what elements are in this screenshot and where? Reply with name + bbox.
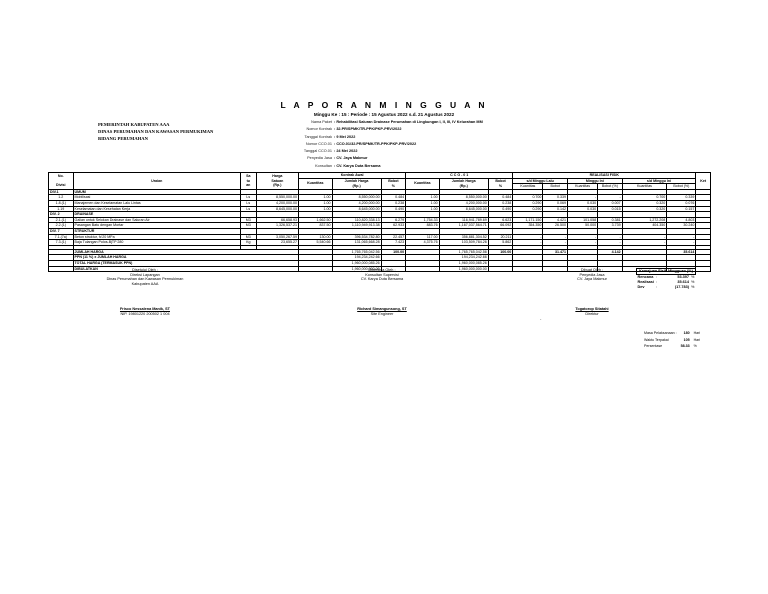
row-sd-ini-kuantitas: 404.350 — [622, 223, 667, 229]
table-header — [49, 173, 711, 190]
header-satuan: Sa tu an — [240, 173, 256, 190]
row-sd-ini-kuantitas: 0.700 — [622, 195, 667, 201]
row-cco-kuantitas: 1.00 — [406, 206, 439, 212]
row-uraian: UMUM — [73, 189, 240, 195]
info-value: : 24 Mei 2022 — [334, 149, 358, 154]
row-cco-jumlah-harga: 103,509,784.26 — [439, 240, 488, 246]
info-label: Nomor Kontrak — [306, 127, 332, 132]
row-lalu-bobot: - — [543, 240, 568, 246]
row-cco-kuantitas: 1.00 — [406, 200, 439, 206]
row-cco-jumlah-harga: 116,941,789.69 — [439, 217, 488, 223]
row-lalu-kuantitas: 0.290 — [513, 200, 543, 206]
row-cco-jumlah-harga: 1,167,037,564.71 — [439, 223, 488, 229]
progress-table — [48, 172, 711, 272]
empty-cell — [49, 266, 74, 272]
row-lalu-kuantitas: - — [513, 240, 543, 246]
duration-row — [642, 330, 702, 337]
row-kuantitas: 5,540.66 — [299, 240, 332, 246]
header-cco-kuantitas: Kuantitas — [406, 178, 439, 189]
row-cco-kuantitas: 117.00 — [406, 234, 439, 240]
row-cco-jumlah-harga: 8,645,000.00 — [439, 206, 488, 212]
row-sd-ini-kuantitas: 0.320 — [622, 200, 667, 206]
row-cco-bobot: 0.490 — [488, 206, 513, 212]
report-title: L A P O R A N M I N G G U A N — [280, 100, 488, 110]
row-ini-kuantitas: - — [567, 240, 597, 246]
summary-value: 35.614 — [677, 280, 690, 284]
info-label: Nomor CCO.01 — [305, 141, 332, 146]
row-sd-ini-kuantitas: - — [622, 240, 667, 246]
row-ini-bobot: 0.015 — [598, 206, 623, 212]
duration-unit: % — [693, 344, 697, 348]
header-sd-minggu-lalu: s/d Minggu Lalu — [513, 178, 568, 184]
row-cco-jumlah-harga: 4,200,000.00 — [439, 200, 488, 206]
signature-block-direksi — [80, 268, 210, 317]
row-ini-kuantitas: 0.030 — [567, 200, 597, 206]
summary-unit: % — [691, 285, 695, 289]
sig-line: Direksi Lapangan — [130, 272, 160, 277]
row-harga-satuan: 23,655.27 — [256, 240, 298, 246]
report-period: Minggu Ke : 15 : Periode : 15 Agustus 2022 s.d. 21 Agustus 2022 — [313, 112, 455, 117]
summary-sep: : — [655, 285, 658, 289]
row-sd-ini-kuantitas: 1,272.208 — [622, 217, 667, 223]
row-bobot: 62.933 — [381, 223, 406, 229]
row-lalu-kuantitas: 0.700 — [513, 195, 543, 201]
header-sub-bobot: Bobot (%) — [598, 184, 623, 190]
org-line: PEMERINTAH KABUPATEN AAA — [98, 122, 170, 127]
info-value: : CCO.01/32.PR/SPMK/TR-PPK/PKP-PRV/2022 — [334, 141, 417, 146]
duration-label: Masa Pelaksanaan : — [644, 331, 677, 335]
header-cco: C C O - 0 1 — [406, 173, 513, 179]
row-uraian: Manajemen dan Keselamatan Lalu Lintas — [73, 200, 240, 206]
row-cco-bobot: 0.484 — [488, 195, 513, 201]
duration-value: 180 — [683, 331, 690, 335]
header-cco-jumlah-harga: Jumlah Harga (Rp.) — [439, 178, 488, 189]
info-row — [262, 134, 483, 141]
sig-line: CV. Jaya Makmur — [577, 277, 607, 282]
row-no: 7.1.(7a) — [49, 234, 74, 240]
row-ini-bobot: 3.739 — [598, 223, 623, 229]
row-bobot: 7.423 — [381, 240, 406, 246]
summary-label: Rencana — [637, 275, 654, 279]
sig-line: Disetujui Oleh : — [132, 268, 158, 272]
row-satuan: Ls — [240, 200, 256, 206]
duration-label: Persentase — [644, 344, 663, 348]
empty-cell — [513, 266, 543, 272]
total-bobot: 100.00 — [381, 249, 406, 255]
header-uraian: Uraian — [73, 173, 240, 190]
row-uraian: Baja Tulangan Polos-BjTP 280 — [73, 240, 240, 246]
row-sd-ini-bobot: - — [667, 240, 696, 246]
row-lalu-kuantitas: - — [513, 234, 543, 240]
row-lalu-bobot: 4.421 — [543, 217, 568, 223]
row-harga-satuan: 8,645,000.00 — [256, 206, 298, 212]
row-no: 1.2 — [49, 195, 74, 201]
row-sd-ini-bobot: 0.157 — [667, 206, 696, 212]
duration-label: Waktu Terpakai — [644, 337, 669, 342]
progress-summary — [636, 268, 696, 290]
row-no: 1.19 — [49, 206, 74, 212]
row-no: 2.2.(1) — [49, 223, 74, 229]
sig-line: Penyedia Jasa — [579, 272, 605, 277]
empty-cell — [696, 266, 711, 272]
row-jumlah-harga: 1,110,949,913.38 — [332, 223, 381, 229]
summary-value: 53.397 — [677, 275, 690, 279]
row-bobot: 0.484 — [381, 195, 406, 201]
sig-line: CV. Karya Duta Bersama — [360, 277, 404, 282]
summary-unit: % — [691, 275, 695, 279]
total-label: DIBULATKAN — [73, 266, 298, 272]
summary-label: Dev — [637, 285, 645, 289]
row-cco-bobot: 5.862 — [488, 240, 513, 246]
total-cco-jumlah-harga: 1,765,765,042.56 — [439, 249, 488, 255]
sig-line: Kabupaten AAA — [131, 281, 159, 286]
sig-line: Dinas Perumahan dan Kawasan Permukiman — [106, 277, 184, 282]
row-satuan: M3 — [240, 217, 256, 223]
total-cco-jumlah-harga: 1,960,000,085.26 — [439, 260, 488, 266]
row-cco-jumlah-harga: 356,881,304.52 — [439, 234, 488, 240]
row-satuan: M3 — [240, 234, 256, 240]
duration-value: 105 — [683, 337, 690, 342]
row-no: 7.3.(1) — [49, 240, 74, 246]
row-cco-bobot: 0.238 — [488, 200, 513, 206]
row-ini-bobot: 0.007 — [598, 200, 623, 206]
row-jumlah-harga: 8,550,000.00 — [332, 195, 381, 201]
summary-title: Kemajuan Fisik Mingguan (%) — [637, 269, 696, 275]
row-harga-satuan: 8,550,000.00 — [256, 195, 298, 201]
row-lalu-bobot: - — [543, 234, 568, 240]
info-row — [262, 141, 483, 148]
row-sd-ini-bobot: 0.339 — [667, 195, 696, 201]
info-label: Nama Paket — [311, 120, 332, 124]
dash-mark: - — [540, 316, 542, 321]
row-ini-bobot: - — [598, 234, 623, 240]
total-jumlah-harga: 194,234,242.66 — [332, 255, 381, 261]
total-sd-ini-bobot: 35.614 — [667, 249, 696, 255]
info-value: : CV. Karya Duta Bersama — [334, 163, 381, 168]
row-no: 1.8.(1) — [49, 200, 74, 206]
sig-line: Diperiksa Oleh : — [368, 268, 396, 272]
header-jumlah-harga: Jumlah Harga (Rp.) — [332, 178, 381, 189]
row-uraian: Beton struktur, fc'20 MPa — [73, 234, 240, 240]
total-cco-bobot — [488, 266, 513, 272]
header-sub-bobot: Bobot (%) — [667, 184, 696, 190]
header-kuantitas: Kuantitas — [299, 178, 332, 189]
row-uraian: DRAINASE — [73, 212, 240, 218]
table-body — [49, 189, 711, 271]
row-no: DIV. 7 — [49, 228, 74, 234]
row-kuantitas: 1.00 — [299, 195, 332, 201]
row-jumlah-harga: 110,820,338.13 — [332, 217, 381, 223]
info-label: Penyedia Jasa — [307, 156, 332, 161]
row-no: 2.1.(1) — [49, 217, 74, 223]
row-cco-kuantitas: 883.76 — [406, 223, 439, 229]
total-label: TOTAL HARGA (TERMASUK PPN) — [73, 260, 298, 266]
row-uraian: Keselamatan dan Kesehatan Kerja — [73, 206, 240, 212]
info-label: Tanggal CCO.01 — [303, 149, 332, 154]
row-kuantitas: 1.00 — [299, 200, 332, 206]
header-harga-satuan: Harga Satuan (Rp.) — [256, 173, 298, 190]
project-info — [262, 119, 483, 170]
row-bobot: 0.238 — [381, 200, 406, 206]
duration-unit: Hari — [693, 331, 701, 335]
info-row — [262, 126, 483, 133]
row-lalu-kuantitas: 0.290 — [513, 206, 543, 212]
row-cco-bobot: 66.092 — [488, 223, 513, 229]
row-sd-ini-bobot: 30.240 — [667, 223, 696, 229]
row-cco-kuantitas: 1,754.33 — [406, 217, 439, 223]
summary-label: Realisasi — [637, 280, 654, 284]
table-row — [49, 217, 711, 223]
header-bobot: Bobot % — [381, 178, 406, 189]
signature-block-konsultan — [322, 268, 442, 317]
row-lalu-bobot: 0.339 — [543, 195, 568, 201]
row-bobot: 0.490 — [381, 206, 406, 212]
row-ini-kuantitas: 0.030 — [567, 206, 597, 212]
duration-value: 58.33 — [680, 344, 690, 348]
row-harga-satuan: 66,658.93 — [256, 217, 298, 223]
row-ini-kuantitas: - — [567, 234, 597, 240]
header-sd-minggu-ini: s/d Minggu Ini — [622, 178, 696, 184]
row-ini-kuantitas: 50.000 — [567, 223, 597, 229]
total-label: JUMLAH HARGA — [73, 249, 298, 255]
row-cco-kuantitas: 1.00 — [406, 195, 439, 201]
summary-row — [637, 285, 696, 290]
row-sd-ini-bobot: 0.076 — [667, 200, 696, 206]
total-label: PPN (11 %) x JUMLAH HARGA — [73, 255, 298, 261]
row-cco-jumlah-harga: 8,550,000.00 — [439, 195, 488, 201]
header-realisasi: REALISASI FISIK — [513, 173, 696, 179]
row-kuantitas: 130.00 — [299, 234, 332, 240]
sig-sub: Direktur — [585, 311, 599, 316]
org-line: BIDANG PERUMAHAN — [98, 136, 148, 141]
total-jumlah-harga: 1,960,000,000.00 — [332, 266, 381, 272]
row-lalu-kuantitas: 354.350 — [513, 223, 543, 229]
row-lalu-bobot: 26.500 — [543, 223, 568, 229]
row-satuan: Ls — [240, 206, 256, 212]
total-cco-jumlah-harga: 1,960,000,000.00 — [439, 266, 488, 272]
summary-sep: : — [655, 275, 658, 279]
info-row — [262, 119, 483, 126]
header-cco-bobot: Bobot % — [488, 178, 513, 189]
info-row — [262, 163, 483, 170]
info-label: Konsultan — [315, 163, 332, 168]
row-sd-ini-bobot: - — [667, 234, 696, 240]
row-cco-bobot: 6.623 — [488, 217, 513, 223]
row-ini-bobot: - — [598, 240, 623, 246]
row-harga-satuan: 1,326,537.21 — [256, 223, 298, 229]
info-label: Tanggal Kontrak — [304, 134, 332, 139]
header-minggu-ini: Minggu Ini — [567, 178, 622, 184]
info-value: : Rehabilitasi Saluran Drainase Perumahan di Lingkungan I, II, III, IV Kelurahan MM — [334, 120, 483, 124]
row-bobot: 6.279 — [381, 217, 406, 223]
row-ini-bobot: - — [598, 195, 623, 201]
info-value: : CV. Jaya Makmur — [334, 156, 368, 161]
row-jumlah-harga: 8,645,000.00 — [332, 206, 381, 212]
total-cco-jumlah-harga: 194,234,242.66 — [439, 255, 488, 261]
row-ini-bobot: 0.381 — [598, 217, 623, 223]
total-lalu-bobot: 31.471 — [543, 249, 568, 255]
row-harga-satuan: 4,200,000.00 — [256, 200, 298, 206]
sig-name: Togatorop Sitatahi — [575, 307, 609, 312]
total-cco-bobot: 100.00 — [488, 249, 513, 255]
sig-name: Richard Simangunsong, ST — [357, 307, 407, 312]
row-lalu-bobot: 0.069 — [543, 200, 568, 206]
row-uraian: STRUKTUR — [73, 228, 240, 234]
row-kuantitas: 837.50 — [299, 223, 332, 229]
header-kontrak-awal: Kontrak Awal — [299, 173, 406, 179]
row-sd-ini-kuantitas: - — [622, 234, 667, 240]
row-kuantitas: 1,662.50 — [299, 217, 332, 223]
row-ini-kuantitas: - — [567, 195, 597, 201]
row-jumlah-harga: 4,200,000.00 — [332, 200, 381, 206]
sig-line: Dibuat Oleh : — [580, 268, 604, 272]
row-cco-bobot: 20.211 — [488, 234, 513, 240]
row-no: DIV.1 — [49, 189, 74, 195]
header-no: No. Divisi — [49, 173, 74, 190]
row-cco-kuantitas: 4,375.76 — [406, 240, 439, 246]
row-lalu-bobot: 0.142 — [543, 206, 568, 212]
row-sd-ini-bobot: 4.803 — [667, 217, 696, 223]
total-jumlah-harga: 1,765,765,042.56 — [332, 249, 381, 255]
signature-block-penyedia — [552, 268, 632, 317]
row-bobot: 22.457 — [381, 234, 406, 240]
row-satuan: Kg — [240, 240, 256, 246]
row-uraian: Mobilisasi — [73, 195, 240, 201]
row-no: DIV. 2 — [49, 212, 74, 218]
row-satuan: Ls — [240, 195, 256, 201]
info-value: : 9 Mei 2022 — [334, 134, 356, 139]
total-jumlah-harga: 1,960,000,085.26 — [332, 260, 381, 266]
summary-value: (17.783) — [674, 285, 690, 289]
header-sub-bobot: Bobot — [543, 184, 568, 190]
row-ini-kuantitas: 101.058 — [567, 217, 597, 223]
sig-line: Konsultan Supervisi — [365, 272, 399, 277]
row-jumlah-harga: 396,534,782.80 — [332, 234, 381, 240]
org-line: DINAS PERUMAHAN DAN KAWASAN PERMUKIMAN — [98, 129, 214, 134]
duration-row — [642, 343, 702, 350]
row-satuan: M3 — [240, 223, 256, 229]
info-row — [262, 155, 483, 162]
row-kuantitas: 1.00 — [299, 206, 332, 212]
summary-sep: : — [655, 280, 658, 284]
row-jumlah-harga: 131,065,668.28 — [332, 240, 381, 246]
info-row — [262, 148, 483, 155]
total-ini-bobot: 4.142 — [598, 249, 623, 255]
organization-block — [98, 121, 213, 142]
row-sd-ini-kuantitas: 0.320 — [622, 206, 667, 212]
row-harga-satuan: 3,050,267.59 — [256, 234, 298, 240]
summary-unit: % — [691, 280, 695, 284]
duration-unit: Hari — [693, 337, 701, 342]
sig-sub: NIP. 19801220 200502 1 004 — [120, 311, 170, 316]
row-uraian: Pasangan Batu dengan Mortar — [73, 223, 240, 229]
header-sub-kuantitas: Kuantitas — [513, 184, 543, 190]
duration-table — [642, 330, 702, 350]
sig-name: Frisco Nessalena Manik, ST — [119, 307, 170, 312]
info-value: : 32.PR/SPMK/TR-PPK/PKP-PRV/2022 — [334, 127, 402, 132]
sig-sub: Site Engineer — [370, 311, 394, 316]
row-lalu-kuantitas: 1,171.150 — [513, 217, 543, 223]
header-ket: Ket — [696, 173, 711, 190]
row-uraian: Galian untuk Selokan Drainase dan Saluran Air — [73, 217, 240, 223]
header-sub-kuantitas: Kuantitas — [567, 184, 597, 190]
header-sub-kuantitas: Kuantitas — [622, 184, 667, 190]
